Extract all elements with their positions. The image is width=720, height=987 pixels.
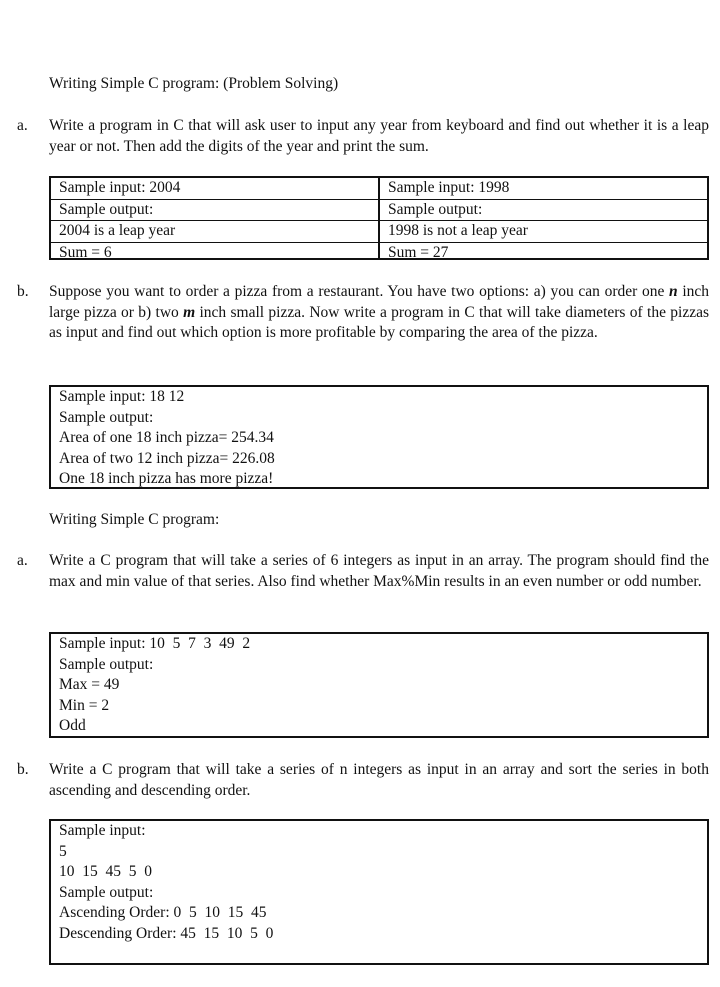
- sample-line: 1998 is not a leap year: [380, 221, 707, 243]
- sample-line: Sample output:: [59, 883, 154, 901]
- sample-line: Odd: [59, 717, 86, 734]
- section-1-heading: Writing Simple C program: (Problem Solving): [49, 75, 339, 92]
- problem-1b-text: Suppose you want to order a pizza from a restaurant. You have two options: a) you can order one n inch large pizza or b) two m inch small pizza. Now write a program in C that will take diameters of the pizzas as input and find out which option is more profitable by comparing the area of the pizza.: [49, 283, 710, 341]
- var-m: m: [183, 303, 196, 321]
- sample-line: Max = 49: [59, 676, 120, 693]
- sample-line: Min = 2: [59, 696, 110, 714]
- sample-line: Sum = 6: [59, 243, 112, 261]
- sample-line: 5: [59, 842, 67, 860]
- sample-line: Sample input: 2004: [51, 178, 378, 200]
- sample-line: Sample output:: [59, 408, 154, 426]
- section-2-heading: Writing Simple C program:: [49, 511, 220, 528]
- sample-line: One 18 inch pizza has more pizza!: [59, 470, 274, 487]
- problem-1b-label: b.: [17, 283, 29, 300]
- leap-year-sample-table: [49, 176, 709, 260]
- sample-line: Sample input:: [59, 822, 146, 839]
- leap-year-sample-left: [51, 178, 378, 261]
- sample-line: Sample output:: [380, 200, 707, 222]
- problem-2a-text: Write a C program that will take a series of 6 integers as input in an array. The program should find the max and min value of that series. Also find whether Max%Min results in an even number or odd number.: [49, 552, 709, 590]
- var-n: n: [669, 283, 678, 300]
- sample-line: Sum = 27: [388, 243, 449, 261]
- sample-line: Descending Order: 45 15 10 5 0: [59, 924, 274, 942]
- sample-line: 2004 is a leap year: [51, 221, 378, 243]
- problem-2b-label: b.: [17, 761, 29, 778]
- max-min-sample-box: [49, 632, 709, 738]
- problem-1a-label: a.: [17, 117, 28, 134]
- problem-2b-text: Write a C program that will take a series of n integers as input in an array and sort the series in both ascending and descending order.: [49, 761, 709, 799]
- pizza-sample-box: [49, 385, 709, 489]
- leap-year-sample-right: [378, 178, 707, 261]
- sample-line: Sample input: 10 5 7 3 49 2: [59, 635, 251, 652]
- sort-sample-box: [49, 819, 709, 965]
- sample-line: Area of one 18 inch pizza= 254.34: [59, 429, 274, 446]
- problem-1a-text: Write a program in C that will ask user to input any year from keyboard and find out whether it is a leap year or not. Then add the digits of the year and print the sum.: [49, 117, 709, 155]
- sample-line: Sample input: 1998: [380, 178, 707, 200]
- sample-line: Sample input: 18 12: [59, 388, 185, 405]
- sample-line: Sample output:: [59, 655, 154, 673]
- sample-line: Ascending Order: 0 5 10 15 45: [59, 904, 267, 921]
- sample-line: Sample output:: [51, 200, 378, 222]
- sample-line: Area of two 12 inch pizza= 226.08: [59, 449, 275, 467]
- sample-line: 10 15 45 5 0: [59, 863, 152, 880]
- problem-2a-label: a.: [17, 552, 28, 569]
